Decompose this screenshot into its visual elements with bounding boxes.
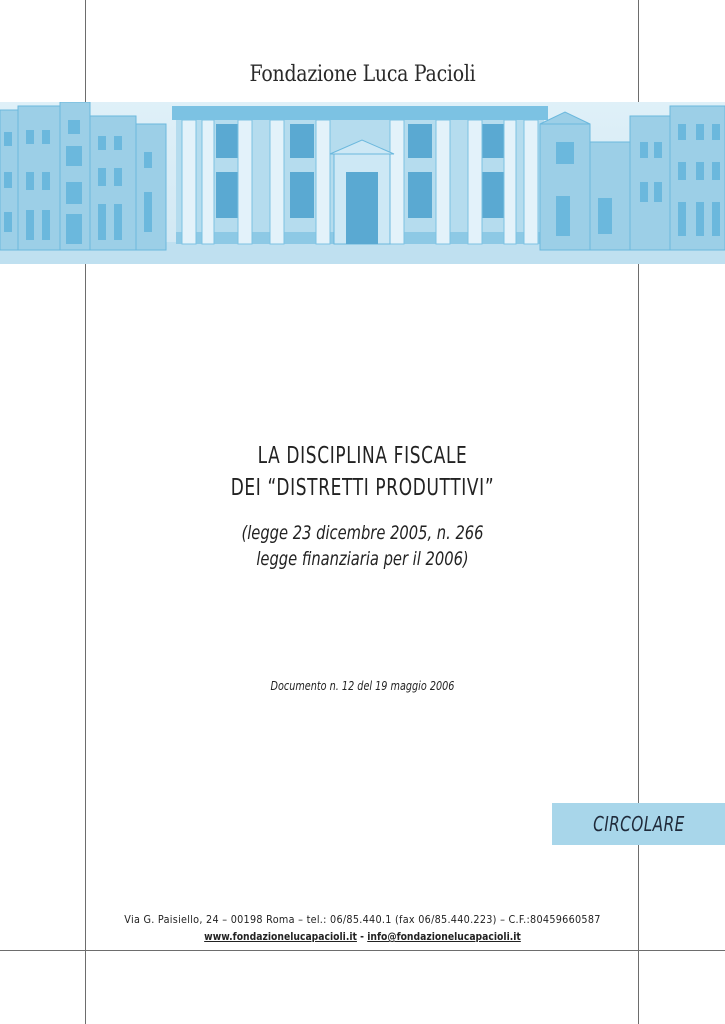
- subtitle-line-1: (legge 23 dicembre 2005, n. 266: [241, 522, 484, 544]
- document-subtitle: [0, 520, 725, 572]
- footer-links: [44, 931, 682, 943]
- email-link[interactable]: info@fondazionelucapacioli.it: [367, 931, 521, 943]
- document-reference: Documento n. 12 del 19 maggio 2006: [270, 678, 455, 693]
- title-line-1: LA DISCIPLINA FISCALE: [257, 443, 468, 469]
- footer-link-separator: -: [356, 931, 368, 943]
- document-type-badge: [552, 803, 725, 845]
- architecture-banner-image: [0, 102, 725, 264]
- footer-rule-line: [0, 950, 725, 951]
- website-link[interactable]: www.fondazionelucapacioli.it: [204, 931, 357, 943]
- document-type-label: CIRCOLARE: [592, 812, 685, 836]
- document-title: [0, 440, 725, 504]
- foundation-name: Fondazione Luca Pacioli: [249, 62, 476, 87]
- footer-address: Via G. Paisiello, 24 – 00198 Roma – tel.: 06/85.440.1 (fax 06/85.440.223) – C.F.:80459660587: [124, 914, 601, 926]
- subtitle-line-2: legge finanziaria per il 2006): [256, 548, 469, 570]
- title-line-2: DEI “DISTRETTI PRODUTTIVI”: [230, 475, 495, 501]
